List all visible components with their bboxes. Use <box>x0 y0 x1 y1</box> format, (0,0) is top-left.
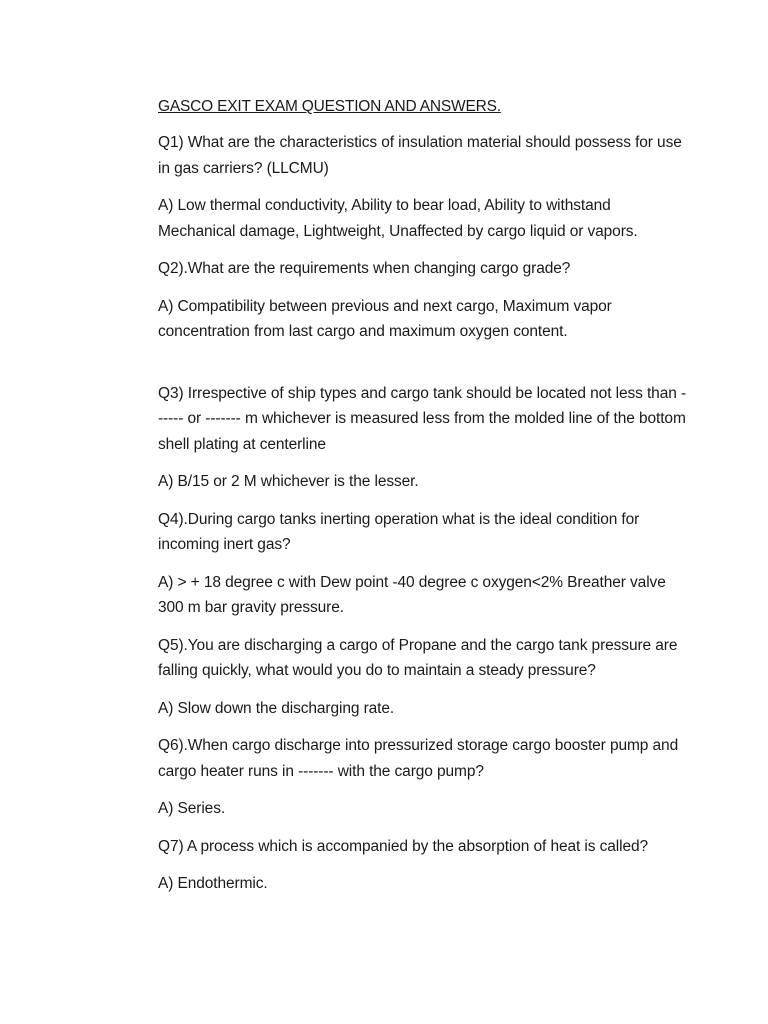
answer-5: A) Slow down the discharging rate. <box>158 699 395 717</box>
answer-2: A) Compatibility between previous and next cargo, Maximum vapor concentration from last cargo and maximum oxygen content. <box>158 297 612 340</box>
question-5: Q5).You are discharging a cargo of Propane and the cargo tank pressure are falling quickly, what would you do to maintain a steady pressure? <box>158 636 678 679</box>
answer-6: A) Series. <box>158 800 226 817</box>
answer-4: A) > + 18 degree c with Dew point -40 degree c oxygen<2% Breather valve 300 m bar gravity pressure. <box>158 573 666 616</box>
answer-1: A) Low thermal conductivity, Ability to bear load, Ability to withstand Mechanical damage, Lightweight, Unaffected by cargo liquid or vapors. <box>158 197 638 240</box>
answer-7: A) Endothermic. <box>158 875 268 892</box>
document-content <box>158 94 688 909</box>
question-1: Q1) What are the characteristics of insulation material should possess for use in gas carriers? (LLCMU) <box>158 134 682 177</box>
question-7: Q7) A process which is accompanied by the absorption of heat is called? <box>158 837 649 855</box>
question-3: Q3) Irrespective of ship types and cargo tank should be located not less than ------ or ------- m whichever is measured less from the molded line of the bottom shell plating at centerline <box>158 384 687 453</box>
answer-3: A) B/15 or 2 M whichever is the lesser. <box>158 473 419 490</box>
question-6: Q6).When cargo discharge into pressurized storage cargo booster pump and cargo heater runs in ------- with the cargo pump? <box>158 737 679 780</box>
blank-line <box>158 357 688 381</box>
question-4: Q4).During cargo tanks inerting operation what is the ideal condition for incoming inert gas? <box>158 510 640 553</box>
document-title: GASCO EXIT EXAM QUESTION AND ANSWERS. <box>158 98 501 115</box>
question-2: Q2).What are the requirements when changing cargo grade? <box>158 260 571 277</box>
